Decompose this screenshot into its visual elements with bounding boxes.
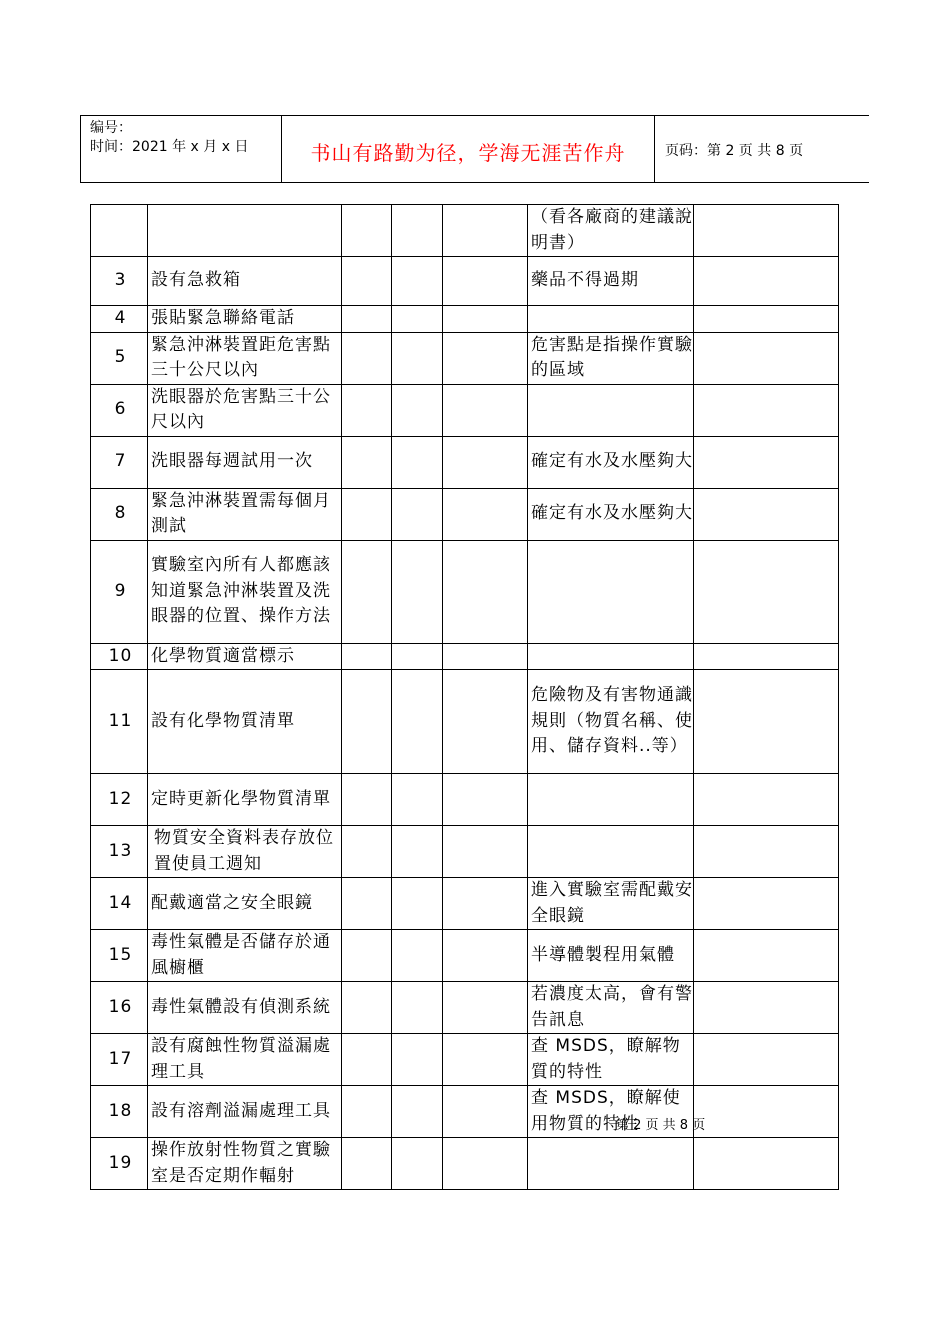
remark: 進入實驗室需配戴安全眼鏡: [528, 878, 694, 930]
check-item: 設有溶劑溢漏處理工具: [148, 1086, 342, 1138]
table-row: [91, 488, 839, 540]
remark: [528, 540, 694, 643]
check-item: 操作放射性物質之實驗室是否定期作輻射: [148, 1138, 342, 1190]
row-number: 7: [91, 436, 148, 488]
blank-cell: [392, 1138, 443, 1190]
blank-cell: [443, 384, 528, 436]
blank-cell: [694, 332, 839, 384]
table-row: [91, 643, 839, 670]
remark: [528, 1138, 694, 1190]
blank-cell: [392, 488, 443, 540]
remark: 藥品不得過期: [528, 257, 694, 306]
blank-cell: [342, 306, 392, 333]
blank-cell: [694, 540, 839, 643]
blank-cell: [342, 205, 392, 257]
blank-cell: [443, 205, 528, 257]
blank-cell: [392, 306, 443, 333]
row-number: 10: [91, 643, 148, 670]
blank-cell: [342, 488, 392, 540]
blank-cell: [694, 306, 839, 333]
blank-cell: [443, 436, 528, 488]
blank-cell: [392, 205, 443, 257]
blank-cell: [694, 1138, 839, 1190]
blank-cell: [342, 774, 392, 826]
blank-cell: [342, 1138, 392, 1190]
remark: 確定有水及水壓夠大: [528, 488, 694, 540]
blank-cell: [443, 488, 528, 540]
checklist-table: [90, 204, 839, 1190]
blank-cell: [342, 436, 392, 488]
blank-cell: [392, 384, 443, 436]
blank-cell: [694, 488, 839, 540]
blank-cell: [342, 1086, 392, 1138]
remark: [528, 306, 694, 333]
blank-cell: [342, 1034, 392, 1086]
blank-cell: [443, 306, 528, 333]
blank-cell: [342, 384, 392, 436]
table-row: [91, 774, 839, 826]
blank-cell: [443, 1086, 528, 1138]
table-row: [91, 878, 839, 930]
blank-cell: [694, 930, 839, 982]
row-number: 4: [91, 306, 148, 333]
blank-cell: [392, 670, 443, 774]
blank-cell: [392, 774, 443, 826]
page-header: [80, 115, 869, 183]
blank-cell: [392, 643, 443, 670]
table-row: [91, 670, 839, 774]
blank-cell: [342, 826, 392, 878]
row-number: 18: [91, 1086, 148, 1138]
table-row: [91, 540, 839, 643]
row-number: [91, 205, 148, 257]
row-number: 13: [91, 826, 148, 878]
check-item: 緊急沖淋裝置距危害點三十公尺以內: [148, 332, 342, 384]
blank-cell: [694, 436, 839, 488]
remark: [528, 384, 694, 436]
blank-cell: [342, 332, 392, 384]
blank-cell: [443, 257, 528, 306]
check-item: [148, 205, 342, 257]
blank-cell: [342, 982, 392, 1034]
blank-cell: [443, 930, 528, 982]
table-row: [91, 1138, 839, 1190]
remark: [528, 643, 694, 670]
blank-cell: [342, 878, 392, 930]
row-number: 9: [91, 540, 148, 643]
row-number: 12: [91, 774, 148, 826]
blank-cell: [694, 1034, 839, 1086]
check-item: 設有化學物質清單: [148, 670, 342, 774]
row-number: 6: [91, 384, 148, 436]
table-row: [91, 982, 839, 1034]
check-item: 洗眼器每週試用一次: [148, 436, 342, 488]
remark: [528, 826, 694, 878]
check-item: 毒性氣體設有偵測系統: [148, 982, 342, 1034]
blank-cell: [443, 670, 528, 774]
check-item: 物質安全資料表存放位置使員工週知: [148, 826, 342, 878]
check-item: 設有腐蝕性物質溢漏處理工具: [148, 1034, 342, 1086]
blank-cell: [392, 257, 443, 306]
blank-cell: [443, 540, 528, 643]
remark: （看各廠商的建議說明書）: [528, 205, 694, 257]
blank-cell: [342, 257, 392, 306]
blank-cell: [694, 982, 839, 1034]
blank-cell: [392, 982, 443, 1034]
check-item: 緊急沖淋裝置需每個月測試: [148, 488, 342, 540]
blank-cell: [443, 1138, 528, 1190]
remark: 若濃度太高，會有警告訊息: [528, 982, 694, 1034]
table-row: [91, 384, 839, 436]
blank-cell: [342, 540, 392, 643]
table-row: [91, 1034, 839, 1086]
blank-cell: [694, 1086, 839, 1138]
blank-cell: [443, 878, 528, 930]
check-item: 洗眼器於危害點三十公尺以內: [148, 384, 342, 436]
blank-cell: [443, 1034, 528, 1086]
remark: 危害點是指操作實驗的區域: [528, 332, 694, 384]
blank-cell: [392, 826, 443, 878]
row-number: 8: [91, 488, 148, 540]
blank-cell: [443, 774, 528, 826]
blank-cell: [443, 982, 528, 1034]
remark: [528, 774, 694, 826]
blank-cell: [392, 332, 443, 384]
row-number: 17: [91, 1034, 148, 1086]
table-row: [91, 436, 839, 488]
check-item: 毒性氣體是否儲存於通風櫥櫃: [148, 930, 342, 982]
remark: 危險物及有害物通識規則（物質名稱、使用、儲存資料..等）: [528, 670, 694, 774]
blank-cell: [392, 540, 443, 643]
remark: 查 MSDS，瞭解使用物質的特性: [528, 1086, 694, 1138]
blank-cell: [694, 774, 839, 826]
remark: 確定有水及水壓夠大: [528, 436, 694, 488]
check-item: 定時更新化學物質清單: [148, 774, 342, 826]
row-number: 5: [91, 332, 148, 384]
check-item: 實驗室內所有人都應該知道緊急沖淋裝置及洗眼器的位置、操作方法: [148, 540, 342, 643]
check-item: 設有急救箱: [148, 257, 342, 306]
table-row: [91, 1086, 839, 1138]
table-row: [91, 826, 839, 878]
id-label: 编号：: [90, 120, 132, 136]
blank-cell: [694, 257, 839, 306]
blank-cell: [342, 670, 392, 774]
check-item: 配戴適當之安全眼鏡: [148, 878, 342, 930]
blank-cell: [392, 1034, 443, 1086]
table-row: [91, 205, 839, 257]
blank-cell: [443, 826, 528, 878]
row-number: 14: [91, 878, 148, 930]
row-number: 15: [91, 930, 148, 982]
page-number: 页码：第 2 页 共 8 页: [665, 143, 804, 159]
row-number: 11: [91, 670, 148, 774]
blank-cell: [694, 643, 839, 670]
check-item: 張貼緊急聯絡電話: [148, 306, 342, 333]
blank-cell: [342, 643, 392, 670]
footer-page-number: 第 2 页 共 8 页: [616, 1118, 706, 1133]
table-row: [91, 257, 839, 306]
blank-cell: [392, 436, 443, 488]
blank-cell: [694, 826, 839, 878]
blank-cell: [392, 1086, 443, 1138]
blank-cell: [392, 930, 443, 982]
table-row: [91, 332, 839, 384]
table-row: [91, 306, 839, 333]
blank-cell: [694, 384, 839, 436]
row-number: 19: [91, 1138, 148, 1190]
blank-cell: [694, 205, 839, 257]
blank-cell: [694, 670, 839, 774]
header-meta: [81, 116, 282, 182]
time-label: 时间：2021 年 x 月 x 日: [90, 139, 249, 155]
row-number: 16: [91, 982, 148, 1034]
blank-cell: [443, 332, 528, 384]
remark: 查 MSDS，瞭解物質的特性: [528, 1034, 694, 1086]
remark: 半導體製程用氣體: [528, 930, 694, 982]
blank-cell: [694, 878, 839, 930]
blank-cell: [342, 930, 392, 982]
row-number: 3: [91, 257, 148, 306]
table-row: [91, 930, 839, 982]
blank-cell: [443, 643, 528, 670]
header-motto: 书山有路勤为径，学海无涯苦作舟: [282, 116, 655, 182]
check-item: 化學物質適當標示: [148, 643, 342, 670]
blank-cell: [392, 878, 443, 930]
